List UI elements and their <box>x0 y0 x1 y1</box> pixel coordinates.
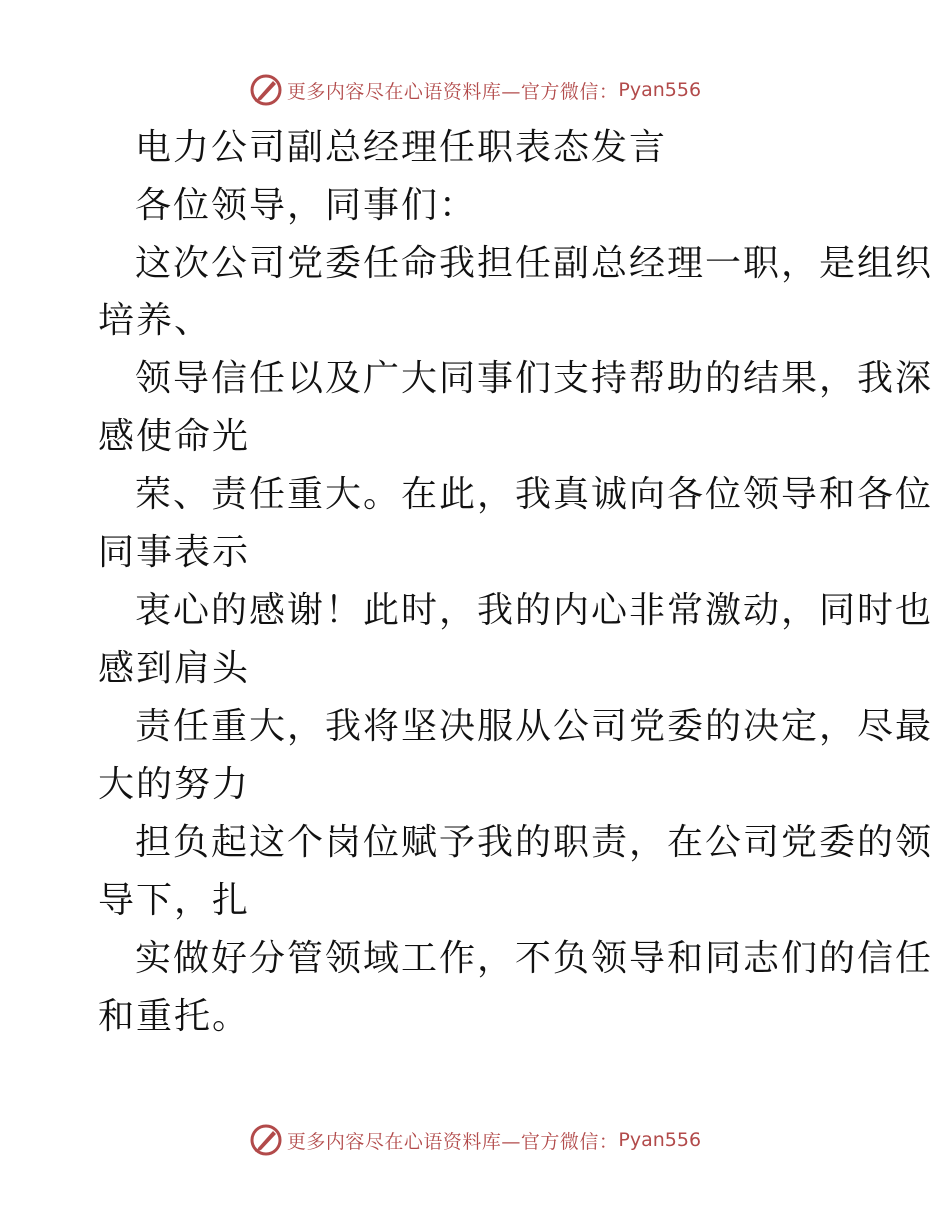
body-line: 导下，扎 <box>98 880 251 921</box>
body-line: 衷心的感谢！此时，我的内心非常激动，同时也 <box>135 590 934 631</box>
body-line: 和重托。 <box>98 996 251 1037</box>
footer-banner <box>0 1120 950 1160</box>
body-line: 感使命光 <box>98 416 251 457</box>
greeting: 各位领导，同事们： <box>135 185 478 226</box>
body-line: 实做好分管领域工作，不负领导和同志们的信任 <box>135 938 934 979</box>
quill-pen-logo-icon <box>249 73 283 107</box>
banner-contact: Pyan556 <box>618 79 702 101</box>
body-line: 责任重大，我将坚决服从公司党委的决定，尽最 <box>135 706 934 747</box>
body-line: 培养、 <box>98 300 213 341</box>
body-line: 领导信任以及广大同事们支持帮助的结果，我深 <box>135 358 934 399</box>
banner-contact: Pyan556 <box>618 1129 702 1151</box>
body-line: 感到肩头 <box>98 648 251 689</box>
body-line: 这次公司党委任命我担任副总经理一职，是组织 <box>135 243 934 284</box>
document-title: 电力公司副总经理任职表态发言 <box>135 127 668 168</box>
quill-pen-logo-icon <box>249 1123 283 1157</box>
banner-text: 更多内容尽在心语资料库—官方微信： <box>286 80 619 103</box>
body-line: 担负起这个岗位赋予我的职责，在公司党委的领 <box>135 822 934 863</box>
body-line: 荣、责任重大。在此，我真诚向各位领导和各位 <box>135 474 934 515</box>
body-line: 同事表示 <box>98 532 251 573</box>
banner-text: 更多内容尽在心语资料库—官方微信： <box>286 1130 619 1153</box>
body-line: 大的努力 <box>98 764 251 805</box>
header-banner <box>0 70 950 110</box>
